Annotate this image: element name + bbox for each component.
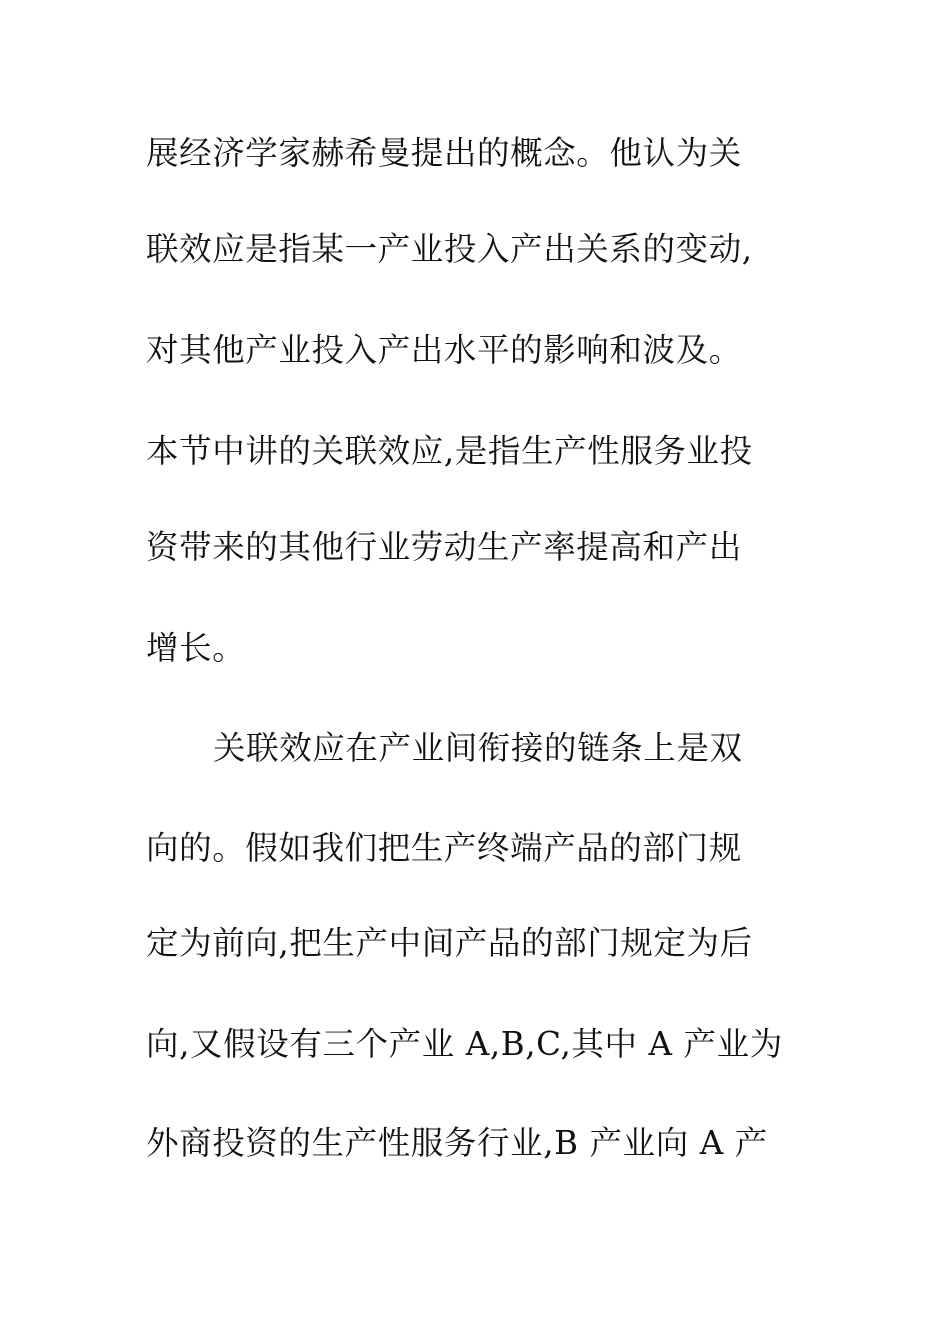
text-line-4: 本节中讲的关联效应,是指生产性服务业投	[146, 432, 753, 470]
text-line-8: 向的。假如我们把生产终端产品的部门规	[146, 829, 742, 867]
text-line-9: 定为前向,把生产中间产品的部门规定为后	[146, 924, 753, 962]
text-line-11: 外商投资的生产性服务行业,B 产业向 A 产	[146, 1124, 768, 1162]
text-line-10: 向,又假设有三个产业 A,B,C,其中 A 产业为	[146, 1025, 783, 1063]
text-line-7-paragraph-start: 关联效应在产业间衔接的链条上是双	[213, 729, 743, 767]
text-line-1: 展经济学家赫希曼提出的概念。他认为关	[146, 134, 742, 172]
text-line-3: 对其他产业投入产出水平的影响和波及。	[146, 331, 742, 369]
text-line-6: 增长。	[146, 629, 246, 667]
text-line-5: 资带来的其他行业劳动生产率提高和产出	[146, 528, 742, 566]
text-line-2: 联效应是指某一产业投入产出关系的变动,	[146, 230, 753, 268]
